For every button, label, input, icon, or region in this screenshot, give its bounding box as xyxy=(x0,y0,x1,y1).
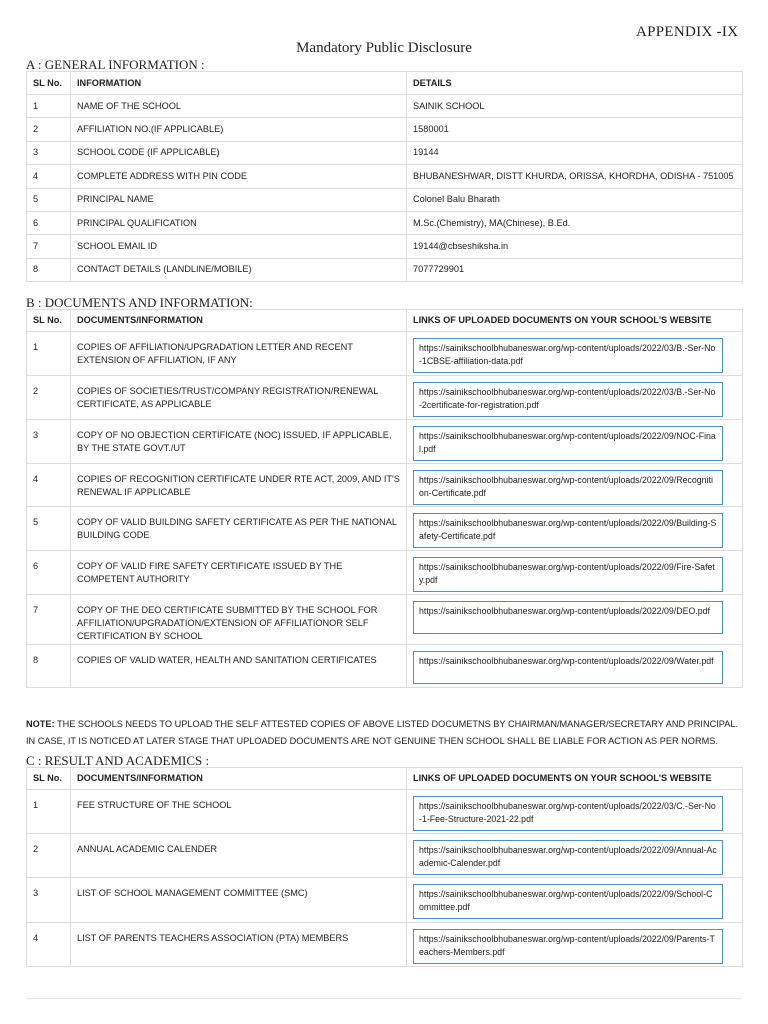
row-document-name: COPIES OF RECOGNITION CERTIFICATE UNDER RTE ACT, 2009, AND IT'S RENEWAL IF APPLICABLE xyxy=(71,464,407,507)
row-details: SAINIK SCHOOL xyxy=(407,95,743,118)
row-sl-number: 1 xyxy=(27,95,71,118)
row-link-cell xyxy=(407,420,743,464)
row-document-name: COPIES OF SOCIETIES/TRUST/COMPANY REGISTRATION/RENEWAL CERTIFICATE, AS APPLICABLE xyxy=(71,376,407,420)
row-sl-number: 6 xyxy=(27,211,71,234)
row-sl-number: 7 xyxy=(27,235,71,258)
row-details: Colonel Balu Bharath xyxy=(407,188,743,211)
row-sl-number: 5 xyxy=(27,507,71,551)
note-paragraph xyxy=(26,716,742,750)
table-row xyxy=(27,790,743,834)
row-information: CONTACT DETAILS (LANDLINE/MOBILE) xyxy=(71,258,407,281)
row-link-cell xyxy=(407,551,743,595)
row-document-name: COPY OF THE DEO CERTIFICATE SUBMITTED BY THE SCHOOL FOR AFFILIATION/UPGRADATION/EXTENSION OF AFFILIATIONOR SELF CERTIFICATION BY SCHOOL xyxy=(71,595,407,645)
row-information: PRINCIPAL NAME xyxy=(71,188,407,211)
document-link[interactable]: https://sainikschoolbhubaneswar.org/wp-content/uploads/2022/09/Recognition-Certificate.pdf xyxy=(413,470,723,505)
document-link[interactable]: https://sainikschoolbhubaneswar.org/wp-content/uploads/2022/09/Fire-Safety.pdf xyxy=(413,557,723,592)
document-link[interactable]: https://sainikschoolbhubaneswar.org/wp-content/uploads/2022/09/Annual-Academic-Calender.pdf xyxy=(413,840,723,875)
row-information: SCHOOL EMAIL ID xyxy=(71,235,407,258)
table-row xyxy=(27,165,743,188)
table-header-row xyxy=(27,72,743,95)
document-link[interactable]: https://sainikschoolbhubaneswar.org/wp-content/uploads/2022/09/DEO.pdf xyxy=(413,601,723,634)
documents-body xyxy=(27,332,743,688)
row-information: SCHOOL CODE (IF APPLICABLE) xyxy=(71,141,407,164)
row-details: 7077729901 xyxy=(407,258,743,281)
document-link[interactable]: https://sainikschoolbhubaneswar.org/wp-content/uploads/2022/03/B.-Ser-No-1CBSE-affiliation-data.pdf xyxy=(413,338,723,373)
table-row xyxy=(27,141,743,164)
row-link-cell xyxy=(407,595,743,645)
row-document-name: FEE STRUCTURE OF THE SCHOOL xyxy=(71,790,407,834)
note-label: NOTE: xyxy=(26,719,55,729)
row-information: COMPLETE ADDRESS WITH PIN CODE xyxy=(71,165,407,188)
row-link-cell xyxy=(407,332,743,376)
row-document-name: LIST OF SCHOOL MANAGEMENT COMMITTEE (SMC) xyxy=(71,878,407,923)
row-document-name: ANNUAL ACADEMIC CALENDER xyxy=(71,834,407,878)
row-sl-number: 4 xyxy=(27,923,71,967)
table-row xyxy=(27,211,743,234)
document-link[interactable]: https://sainikschoolbhubaneswar.org/wp-content/uploads/2022/09/Building-Safety-Certificate.pdf xyxy=(413,513,723,548)
row-sl-number: 3 xyxy=(27,141,71,164)
row-sl-number: 2 xyxy=(27,118,71,141)
row-sl-number: 1 xyxy=(27,790,71,834)
row-link-cell xyxy=(407,878,743,923)
document-link[interactable]: https://sainikschoolbhubaneswar.org/wp-content/uploads/2022/09/NOC-Final.pdf xyxy=(413,426,723,461)
row-sl-number: 5 xyxy=(27,188,71,211)
table-row xyxy=(27,595,743,645)
document-link[interactable]: https://sainikschoolbhubaneswar.org/wp-content/uploads/2022/03/C.-Ser-No-1-Fee-Structure-2021-22.pdf xyxy=(413,796,723,831)
column-header-links: LINKS OF UPLOADED DOCUMENTS ON YOUR SCHOOL'S WEBSITE xyxy=(407,310,743,332)
document-link[interactable]: https://sainikschoolbhubaneswar.org/wp-content/uploads/2022/09/Water.pdf xyxy=(413,651,723,684)
row-document-name: COPIES OF VALID WATER, HEALTH AND SANITATION CERTIFICATES xyxy=(71,645,407,688)
table-header-row xyxy=(27,310,743,332)
column-header-sl: SL No. xyxy=(27,72,71,95)
column-header-documents: DOCUMENTS/INFORMATION xyxy=(71,768,407,790)
row-details: 19144@cbseshiksha.in xyxy=(407,235,743,258)
table-row xyxy=(27,235,743,258)
table-row xyxy=(27,507,743,551)
bottom-divider xyxy=(26,998,742,999)
row-document-name: COPY OF VALID FIRE SAFETY CERTIFICATE ISSUED BY THE COMPETENT AUTHORITY xyxy=(71,551,407,595)
column-header-sl: SL No. xyxy=(27,768,71,790)
row-information: NAME OF THE SCHOOL xyxy=(71,95,407,118)
row-details: 19144 xyxy=(407,141,743,164)
row-document-name: COPY OF VALID BUILDING SAFETY CERTIFICATE AS PER THE NATIONAL BUILDING CODE xyxy=(71,507,407,551)
row-information: AFFILIATION NO.(IF APPLICABLE) xyxy=(71,118,407,141)
row-sl-number: 4 xyxy=(27,464,71,507)
table-header-row xyxy=(27,768,743,790)
page-title: Mandatory Public Disclosure xyxy=(296,40,472,56)
table-row xyxy=(27,376,743,420)
section-b-heading: B : DOCUMENTS AND INFORMATION: xyxy=(26,295,253,310)
row-sl-number: 2 xyxy=(27,834,71,878)
row-sl-number: 3 xyxy=(27,878,71,923)
row-sl-number: 8 xyxy=(27,645,71,688)
row-sl-number: 6 xyxy=(27,551,71,595)
row-link-cell xyxy=(407,645,743,688)
general-information-table xyxy=(26,71,743,282)
document-link[interactable]: https://sainikschoolbhubaneswar.org/wp-content/uploads/2022/09/Parents-Teachers-Members.pdf xyxy=(413,929,723,964)
result-academics-body xyxy=(27,790,743,967)
row-link-cell xyxy=(407,464,743,507)
column-header-information: INFORMATION xyxy=(71,72,407,95)
row-link-cell xyxy=(407,790,743,834)
table-row xyxy=(27,878,743,923)
appendix-label: APPENDIX -IX xyxy=(636,24,739,40)
general-information-body xyxy=(27,95,743,282)
row-link-cell xyxy=(407,376,743,420)
row-document-name: LIST OF PARENTS TEACHERS ASSOCIATION (PTA) MEMBERS xyxy=(71,923,407,967)
row-document-name: COPY OF NO OBJECTION CERTIFICATE (NOC) ISSUED, IF APPLICABLE, BY THE STATE GOVT./UT xyxy=(71,420,407,464)
table-row xyxy=(27,923,743,967)
row-link-cell xyxy=(407,923,743,967)
section-c-heading: C : RESULT AND ACADEMICS : xyxy=(26,753,210,768)
column-header-documents: DOCUMENTS/INFORMATION xyxy=(71,310,407,332)
document-link[interactable]: https://sainikschoolbhubaneswar.org/wp-content/uploads/2022/03/B.-Ser-No-2certificate-for-registration.pdf xyxy=(413,382,723,417)
row-sl-number: 3 xyxy=(27,420,71,464)
documents-table xyxy=(26,309,743,688)
row-sl-number: 8 xyxy=(27,258,71,281)
table-row xyxy=(27,420,743,464)
row-details: BHUBANESHWAR, DISTT KHURDA, ORISSA, KHORDHA, ODISHA - 751005 xyxy=(407,165,743,188)
column-header-links: LINKS OF UPLOADED DOCUMENTS ON YOUR SCHOOL'S WEBSITE xyxy=(407,768,743,790)
row-sl-number: 1 xyxy=(27,332,71,376)
row-sl-number: 4 xyxy=(27,165,71,188)
column-header-sl: SL No. xyxy=(27,310,71,332)
row-sl-number: 2 xyxy=(27,376,71,420)
table-row xyxy=(27,188,743,211)
row-details: M.Sc.(Chemistry), MA(Chinese), B.Ed. xyxy=(407,211,743,234)
table-row xyxy=(27,258,743,281)
row-details: 1580001 xyxy=(407,118,743,141)
section-a-heading: A : GENERAL INFORMATION : xyxy=(26,57,205,72)
note-text: THE SCHOOLS NEEDS TO UPLOAD THE SELF ATTESTED COPIES OF ABOVE LISTED DOCUMETNS BY CHAIRMAN/MANAGER/SECRETARY AND PRINCIPAL. IN CASE, IT IS NOTICED AT LATER STAGE THAT UPLOADED DOCUMENTS ARE NOT GENUINE THEN SCHOOL SHALL BE LIABLE FOR ACTION AS PER NORMS. xyxy=(26,719,739,746)
row-sl-number: 7 xyxy=(27,595,71,645)
table-row xyxy=(27,645,743,688)
table-row xyxy=(27,95,743,118)
column-header-details: DETAILS xyxy=(407,72,743,95)
document-link[interactable]: https://sainikschoolbhubaneswar.org/wp-content/uploads/2022/09/School-Committee.pdf xyxy=(413,884,723,919)
result-academics-table xyxy=(26,767,743,967)
table-row xyxy=(27,834,743,878)
table-row xyxy=(27,118,743,141)
table-row xyxy=(27,464,743,507)
row-link-cell xyxy=(407,507,743,551)
table-row xyxy=(27,332,743,376)
row-link-cell xyxy=(407,834,743,878)
row-information: PRINCIPAL QUALIFICATION xyxy=(71,211,407,234)
table-row xyxy=(27,551,743,595)
row-document-name: COPIES OF AFFILIATION/UPGRADATION LETTER AND RECENT EXTENSION OF AFFILIATION, IF ANY xyxy=(71,332,407,376)
